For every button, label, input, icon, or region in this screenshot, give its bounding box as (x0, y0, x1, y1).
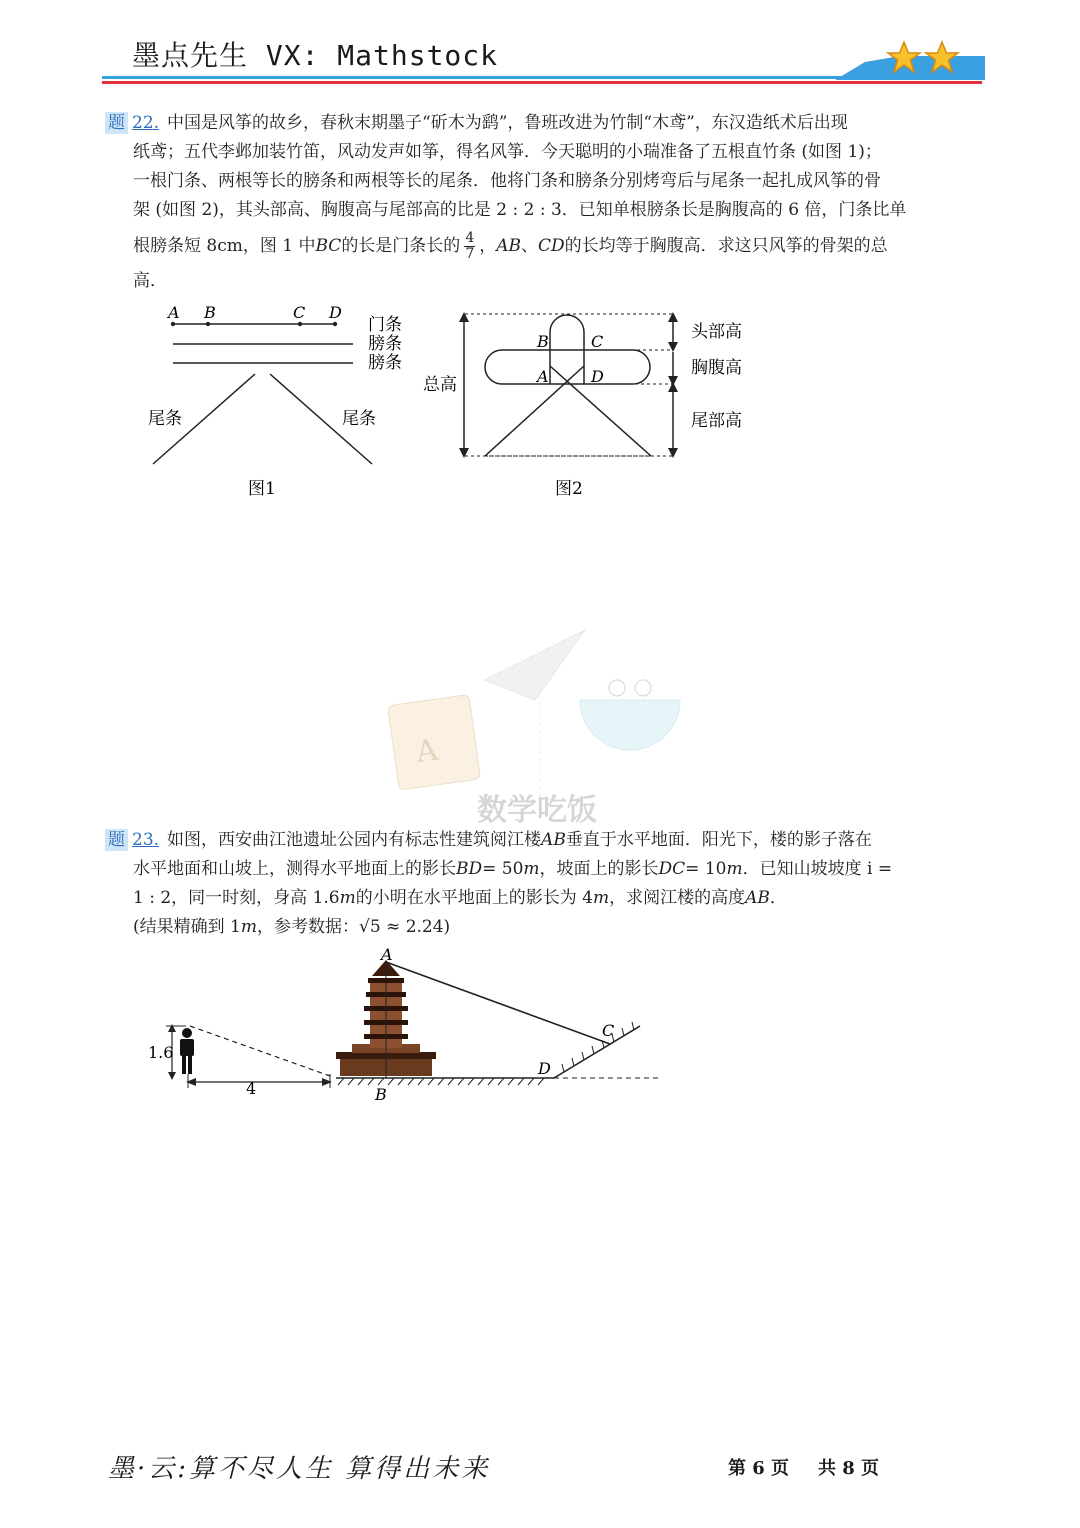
label-head: 头部高 (691, 322, 742, 342)
q23-line4: (结果精确到 1m，参考数据：√5 ≈ 2.24) (133, 917, 451, 937)
label-b: B (204, 303, 216, 322)
point-b (206, 322, 210, 326)
label-men: 门条 (368, 315, 402, 335)
q22-line3: 一根门条、两根等长的膀条和两根等长的尾条．他将门条和膀条分别烤弯后与尾条一起扎成风筝的骨 (133, 171, 881, 191)
header-title: 墨点先生 VX: Mathstock (132, 39, 499, 72)
q23-line3: 1 : 2，同一时刻，身高 1.6m的小明在水平地面上的影长为 4m，求阅江楼的高度AB． (133, 888, 787, 908)
label-tail: 尾部高 (691, 411, 742, 431)
label-shadow: 4 (246, 1079, 257, 1098)
q22-line4: 架 (如图 2)，其头部高、胸腹高与尾部高的比是 2 : 2 : 3．已知单根膀条长是胸腹高的 6 倍，门条比单 (133, 200, 907, 220)
label-d: D (329, 303, 342, 322)
person-sun-ray (190, 1026, 330, 1076)
question-number: 22. (132, 113, 160, 133)
figure-2 (415, 298, 775, 508)
header-red-line (102, 81, 982, 84)
point-d (333, 322, 337, 326)
label-wei-left: 尾条 (148, 409, 182, 429)
label-a: A (381, 948, 393, 964)
q22-line5: 根膀条短 8cm，图 1 中BC的长是门条长的 $\frac{4}{7}$ ，AB、CD的长均等于胸腹高．求这只风筝的骨架的总 (133, 230, 888, 262)
question-tag: 题 (105, 829, 128, 851)
label-bang-1: 膀条 (368, 334, 402, 354)
label-wei-right: 尾条 (342, 409, 376, 429)
label-chest: 胸腹高 (691, 358, 742, 378)
label-total: 总高 (423, 375, 457, 395)
protractor-icon (580, 700, 680, 750)
q22-line6: 高． (133, 271, 167, 291)
label-a: A (168, 303, 180, 322)
figure-1-caption: 图1 (248, 479, 276, 499)
person-icon (180, 1028, 194, 1074)
cross-2 (485, 366, 584, 456)
header-bar (100, 40, 985, 92)
svg-text:A: A (413, 732, 441, 771)
q22-line2: 纸鸢；五代李邺加装竹笛，风动发声如筝，得名风筝．今天聪明的小瑞准备了五根直竹条 (如图 1)； (133, 142, 882, 162)
footer-motto: 墨·云:算不尽人生 算得出未来 (108, 1454, 491, 1484)
point-c (298, 322, 302, 326)
question-22 (105, 109, 985, 296)
watermark-text: 数学吃饭 (477, 793, 597, 828)
sun-ray (386, 962, 610, 1044)
question-tag: 题 (105, 112, 128, 134)
watermark (385, 620, 705, 830)
label-height: 1.6 (148, 1043, 174, 1062)
label-bang-2: 膀条 (368, 353, 402, 373)
bang-tiao-loop (485, 350, 650, 384)
label-c: C (293, 303, 306, 322)
label-b: B (537, 332, 549, 351)
page-total: 共 8 页 (818, 1458, 880, 1479)
header-blue-line (102, 76, 982, 79)
label-d: D (591, 367, 604, 386)
slope (554, 1026, 640, 1078)
label-a: A (537, 367, 549, 386)
page-number: 第 6 页 (728, 1458, 790, 1479)
figure-q23 (140, 948, 670, 1108)
fraction: $\frac{4}{7}$ (465, 230, 475, 262)
q22-line1: 中国是风筝的故乡，春秋末期墨子“斫木为鹞”，鲁班改进为竹制“木鸢”，东汉造纸术后出现 (167, 113, 848, 133)
point-a (171, 322, 175, 326)
label-c: C (591, 332, 604, 351)
label-c: C (602, 1021, 615, 1040)
question-23: 题 23. 如图，西安曲江池遗址公园内有标志性建筑阅江楼AB垂直于水平地面．阳光下，楼的影子落在 水平地面和山坡上，测得水平地面上的影长BD= 50m，坡面上的影长DC= 10m．已知山坡坡度 i = 1 : 2，同一时刻，身高 1.6m的小明在水平地面上的影长为 4m，求阅江楼的高度AB． (结果精确到 1m，参考数据：√5 ≈ 2.24) (105, 826, 985, 942)
q23-line2: 水平地面和山坡上，测得水平地面上的影长BD= 50m，坡面上的影长DC= 10m．已知山坡坡度 i = (133, 859, 893, 879)
figure-2-caption: 图2 (555, 479, 583, 499)
paper-plane-icon (485, 630, 585, 700)
question-number: 23. (132, 830, 160, 850)
figure-1 (140, 298, 420, 508)
label-b: B (375, 1085, 387, 1104)
label-d: D (538, 1059, 551, 1078)
